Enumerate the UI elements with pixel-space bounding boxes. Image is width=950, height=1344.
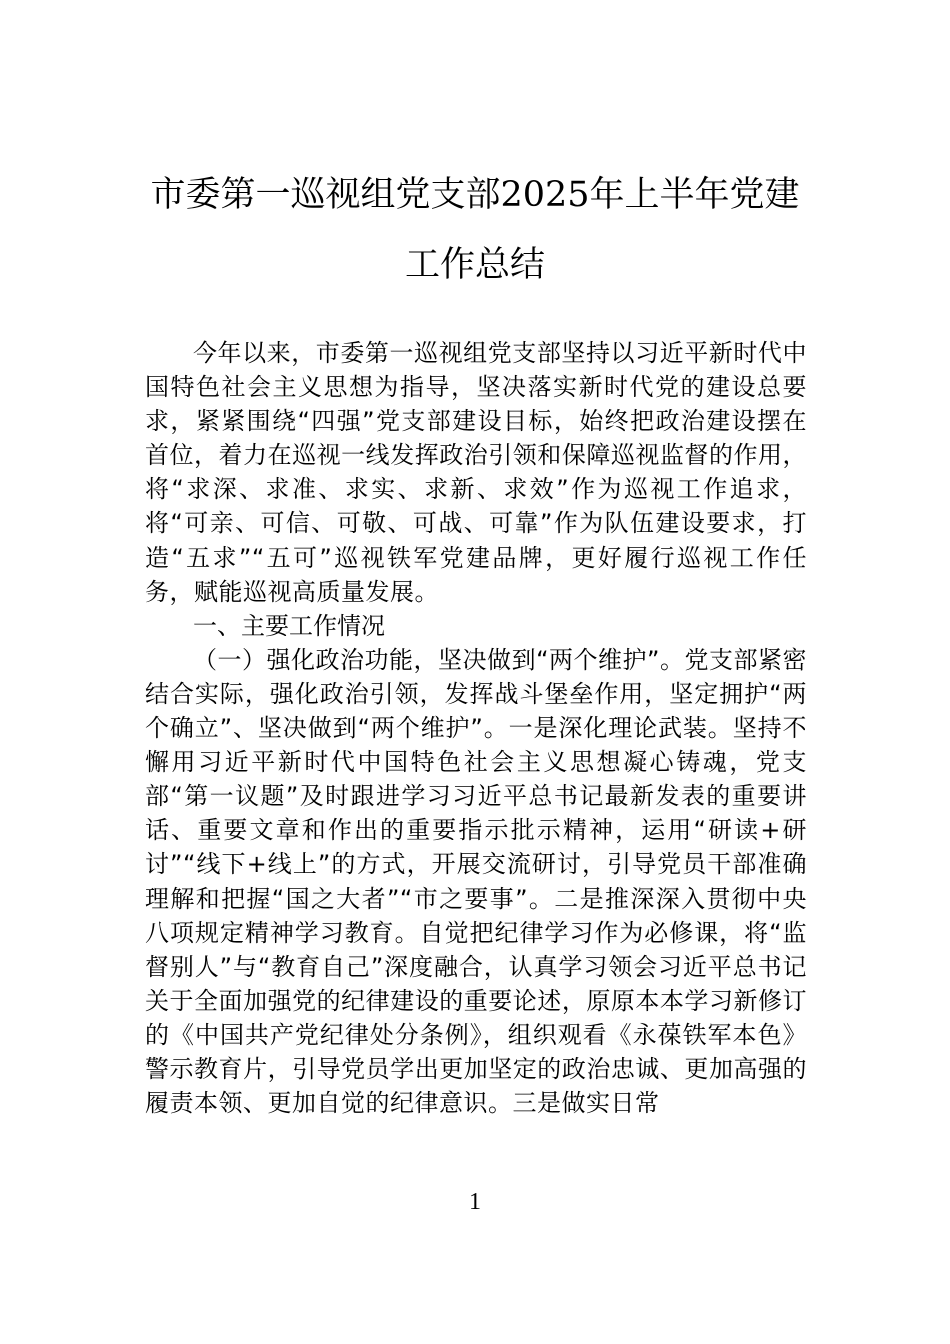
intro-paragraph: 今年以来，市委第一巡视组党支部坚持以习近平新时代中国特色社会主义思想为指导，坚决落实新时代党的建设总要求，紧紧围绕“四强”党支部建设目标，始终把政治建设摆在首位，着力在巡视一线发挥政治引领和保障巡视监督的作用，将“求深、求准、求实、求新、求效”作为巡视工作追求，将“可亲、可信、可敬、可战、可靠”作为队伍建设要求，打造“五求”“五可”巡视铁军党建品牌，更好履行巡视工作任务，赋能巡视高质量发展。 [145,339,807,606]
section-heading: 一、主要工作情况 [193,611,385,640]
section-paragraph: （一）强化政治功能，坚决做到“两个维护”。党支部紧密结合实际，强化政治引领，发挥战斗堡垒作用，坚定拥护“两个确立”、坚决做到“两个维护”。一是深化理论武装。坚持不懈用习近平新时代中国特色社会主义思想凝心铸魂，党支部“第一议题”及时跟进学习习近平总书记最新发表的重要讲话、重要文章和作出的重要指示批示精神，运用“研读+研讨”“线下+线上”的方式，开展交流研讨，引导党员干部准确理解和把握“国之大者”“市之要事”。二是推深深入贯彻中央八项规定精神学习教育。自觉把纪律学习作为必修课，将“监督别人”与“教育自己”深度融合，认真学习领会习近平总书记关于全面加强党的纪律建设的重要论述，原原本本学习新修订的《中国共产党纪律处分条例》，组织观看《永葆铁军本色》警示教育片，引导党员学出更加坚定的政治忠诚、更加高强的履责本领、更加自觉的纪律意识。三是做实日常 [145,645,807,1118]
document-title-line-1: 市委第一巡视组党支部2025年上半年党建 [150,175,800,215]
document-body [145,336,807,1120]
page-number: 1 [469,1189,481,1215]
document-title-line-2: 工作总结 [404,245,545,285]
